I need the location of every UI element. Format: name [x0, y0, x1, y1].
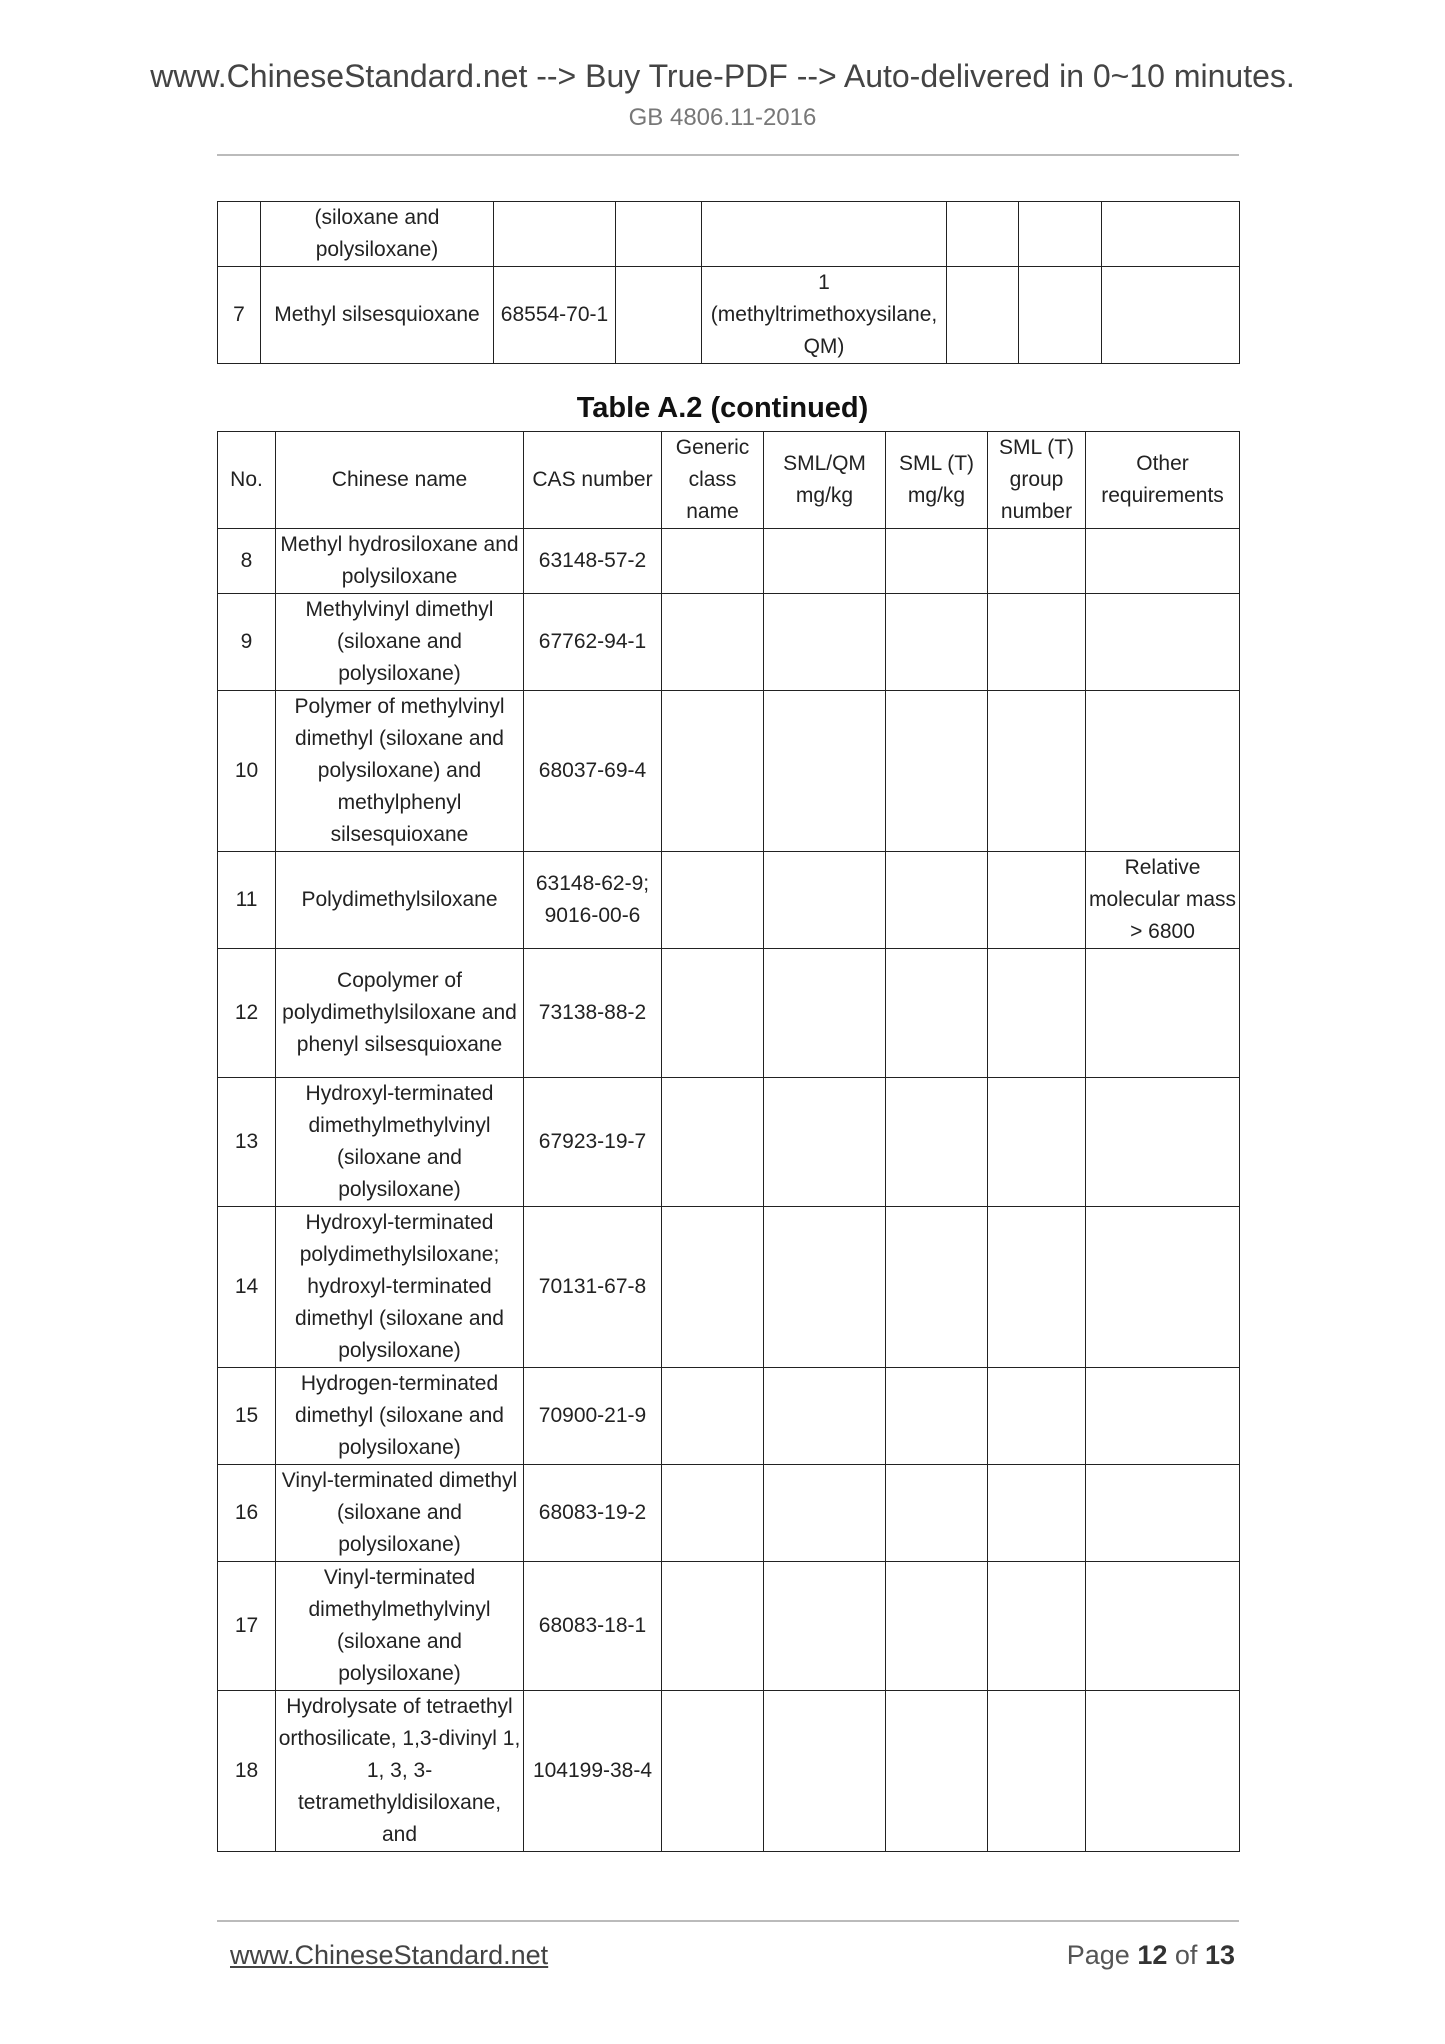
table-cell: [988, 529, 1086, 594]
table-cell: [662, 594, 764, 691]
table-cell: 68083-19-2: [524, 1465, 662, 1562]
table-cell: [1086, 594, 1240, 691]
table-cell: [988, 949, 1086, 1078]
table-cell: [662, 1465, 764, 1562]
column-header: SML/QM mg/kg: [764, 432, 886, 529]
table-cell: [662, 1691, 764, 1852]
table-cell: 13: [218, 1078, 276, 1207]
table-cell: 67762-94-1: [524, 594, 662, 691]
table-cell: [988, 1368, 1086, 1465]
table-cell: [1086, 529, 1240, 594]
table-row: [218, 691, 1240, 852]
table-cell: [886, 1465, 988, 1562]
table-header-row: [218, 432, 1240, 529]
table-cell: [988, 594, 1086, 691]
table-cell: [1102, 202, 1240, 267]
table-cell: [1086, 1078, 1240, 1207]
table-cell: [947, 202, 1019, 267]
table-row: [218, 529, 1240, 594]
table-cell: [764, 949, 886, 1078]
table-cell: [886, 594, 988, 691]
table-row: [218, 852, 1240, 949]
table-cell: [947, 267, 1019, 364]
table-row: [218, 594, 1240, 691]
table-cell: [988, 1207, 1086, 1368]
table-cell: 18: [218, 1691, 276, 1852]
table-cell: [988, 852, 1086, 949]
table-previous-page-continuation: [217, 201, 1240, 364]
table-cell: [1086, 949, 1240, 1078]
document-id: GB 4806.11-2016: [628, 104, 817, 131]
header-divider: [217, 154, 1239, 156]
table-cell: [1086, 1368, 1240, 1465]
column-header: Chinese name: [276, 432, 524, 529]
table-cell: 104199-38-4: [524, 1691, 662, 1852]
table-cell: [662, 691, 764, 852]
table-row: [218, 1078, 1240, 1207]
table-cell: [764, 1691, 886, 1852]
table-cell: [662, 1562, 764, 1691]
table-cell: [662, 1207, 764, 1368]
table-cell: Hydrolysate of tetraethyl orthosilicate, 1,3-divinyl 1, 1, 3, 3-tetramethyldisiloxane, and: [276, 1691, 524, 1852]
table-cell: Methyl hydrosiloxane and polysiloxane: [276, 529, 524, 594]
page-of: of: [1174, 1940, 1198, 1970]
table-row: [218, 1691, 1240, 1852]
table-cell: [886, 852, 988, 949]
table-cell: [1086, 691, 1240, 852]
table-cell: Polymer of methylvinyl dimethyl (siloxane and polysiloxane) and methylphenyl silsesquioxane: [276, 691, 524, 852]
table-row: [218, 1465, 1240, 1562]
table-cell: [616, 267, 702, 364]
table-cell: Hydrogen-terminated dimethyl (siloxane and polysiloxane): [276, 1368, 524, 1465]
table-cell: [616, 202, 702, 267]
table-row: [218, 1207, 1240, 1368]
table-cell: 67923-19-7: [524, 1078, 662, 1207]
column-header: SML (T) group number: [988, 432, 1086, 529]
table-title: Table A.2 (continued): [576, 392, 869, 424]
table-cell: [662, 529, 764, 594]
table-cell: [988, 1562, 1086, 1691]
table-cell: [988, 1691, 1086, 1852]
table-cell: [1086, 1562, 1240, 1691]
table-cell: [886, 1562, 988, 1691]
table-cell: Vinyl-terminated dimethylmethylvinyl (siloxane and polysiloxane): [276, 1562, 524, 1691]
column-header: CAS number: [524, 432, 662, 529]
table-cell: 68083-18-1: [524, 1562, 662, 1691]
table-cell: [1086, 1691, 1240, 1852]
table-cell: 16: [218, 1465, 276, 1562]
table-cell: [702, 202, 947, 267]
table-cell: [662, 949, 764, 1078]
table-cell: [1086, 1465, 1240, 1562]
table-cell: 12: [218, 949, 276, 1078]
table-cell: 14: [218, 1207, 276, 1368]
table-cell: 68037-69-4: [524, 691, 662, 852]
table-cell: Methyl silsesquioxane: [261, 267, 494, 364]
table-a2: [217, 431, 1240, 1852]
table-cell: Vinyl-terminated dimethyl (siloxane and polysiloxane): [276, 1465, 524, 1562]
table-row: [218, 1368, 1240, 1465]
table-cell: [886, 1691, 988, 1852]
header-banner: www.ChineseStandard.net --> Buy True-PDF --> Auto-delivered in 0~10 minutes.: [150, 58, 1295, 94]
current-page: 12: [1137, 1940, 1168, 1970]
table-cell: [988, 1078, 1086, 1207]
table-cell: [494, 202, 616, 267]
table-cell: [1019, 202, 1102, 267]
table-cell: [218, 202, 261, 267]
table-cell: [886, 949, 988, 1078]
table-cell: [886, 529, 988, 594]
total-pages: 13: [1204, 1940, 1235, 1970]
footer-divider: [217, 1920, 1239, 1922]
page-number: [1067, 1940, 1235, 1971]
table-cell: Relative molecular mass > 6800: [1086, 852, 1240, 949]
table-cell: [886, 691, 988, 852]
table-cell: 7: [218, 267, 261, 364]
table-cell: Methylvinyl dimethyl (siloxane and polysiloxane): [276, 594, 524, 691]
table-cell: [764, 1465, 886, 1562]
table-cell: [764, 1207, 886, 1368]
column-header: No.: [218, 432, 276, 529]
column-header: SML (T) mg/kg: [886, 432, 988, 529]
table-cell: [1086, 1207, 1240, 1368]
table-cell: [764, 529, 886, 594]
table-cell: [662, 1368, 764, 1465]
table-cell: 63148-62-9; 9016-00-6: [524, 852, 662, 949]
table-cell: [886, 1207, 988, 1368]
table-cell: 70900-21-9: [524, 1368, 662, 1465]
table-row: [218, 202, 1240, 267]
table-cell: 17: [218, 1562, 276, 1691]
table-row: [218, 1562, 1240, 1691]
table-cell: 9: [218, 594, 276, 691]
table-cell: [764, 594, 886, 691]
table-cell: 73138-88-2: [524, 949, 662, 1078]
column-header: Other requirements: [1086, 432, 1240, 529]
column-header: Generic class name: [662, 432, 764, 529]
table-cell: 15: [218, 1368, 276, 1465]
table-cell: 63148-57-2: [524, 529, 662, 594]
table-cell: [988, 691, 1086, 852]
table-cell: [764, 1078, 886, 1207]
table-cell: [1019, 267, 1102, 364]
footer-website-link[interactable]: www.ChineseStandard.net: [230, 1940, 549, 1970]
table-cell: [886, 1368, 988, 1465]
table-cell: 10: [218, 691, 276, 852]
table-cell: Copolymer of polydimethylsiloxane and phenyl silsesquioxane: [276, 949, 524, 1078]
table-cell: Polydimethylsiloxane: [276, 852, 524, 949]
table-cell: 11: [218, 852, 276, 949]
table-cell: [1102, 267, 1240, 364]
table-cell: [764, 691, 886, 852]
table-cell: [886, 1078, 988, 1207]
page-label: Page: [1066, 1940, 1130, 1970]
table-cell: 70131-67-8: [524, 1207, 662, 1368]
table-cell: (siloxane and polysiloxane): [261, 202, 494, 267]
table-cell: [988, 1465, 1086, 1562]
table-cell: [764, 1562, 886, 1691]
table-row: [218, 267, 1240, 364]
table-cell: 8: [218, 529, 276, 594]
table-cell: 1 (methyltrimethoxysilane, QM): [702, 267, 947, 364]
table-cell: Hydroxyl-terminated polydimethylsiloxane; hydroxyl-terminated dimethyl (siloxane and polysiloxane): [276, 1207, 524, 1368]
table-cell: [764, 852, 886, 949]
table-row: [218, 949, 1240, 1078]
table-cell: [662, 852, 764, 949]
table-cell: 68554-70-1: [494, 267, 616, 364]
table-cell: [662, 1078, 764, 1207]
table-cell: [764, 1368, 886, 1465]
table-cell: Hydroxyl-terminated dimethylmethylvinyl (siloxane and polysiloxane): [276, 1078, 524, 1207]
